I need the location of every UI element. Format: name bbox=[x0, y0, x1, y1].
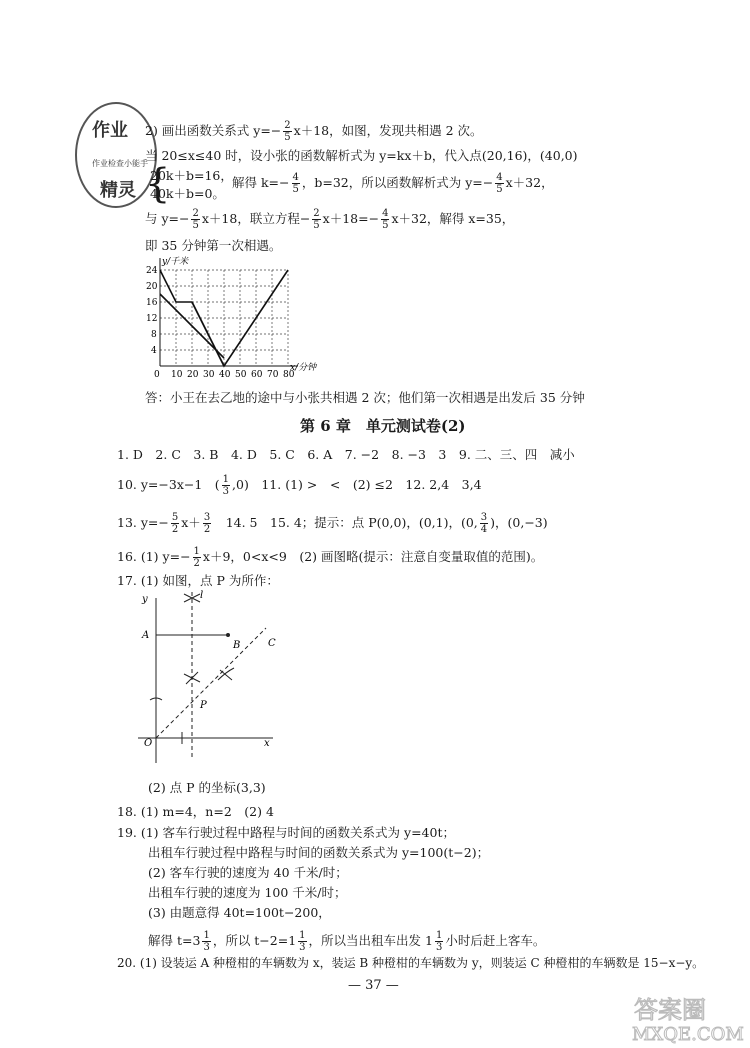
text-line: 10. y=−3x−1 ( $\frac{1}{3}$ ,0) 11. (1) > < (2) ≤2 12. 2,4 3,4 bbox=[117, 474, 482, 497]
text-line: 当 20≤x≤40 时，设小张的函数解析式为 y=kx＋b，代入点(20,16)，(40,0) bbox=[145, 148, 578, 163]
x-axis-label: x/分钟 bbox=[290, 363, 317, 373]
y-tick-label: 20 bbox=[146, 282, 158, 292]
y-axis-label: y/千米 bbox=[162, 257, 189, 267]
stamp-line1: 作业 bbox=[92, 120, 128, 141]
svg-text:A: A bbox=[142, 630, 150, 641]
svg-text:y: y bbox=[142, 594, 148, 605]
svg-text:答案圈: 答案圈 bbox=[634, 996, 706, 1024]
y-tick-label: 12 bbox=[146, 314, 158, 324]
watermark-logo bbox=[630, 992, 748, 1044]
svg-text:P: P bbox=[200, 700, 207, 711]
text-line: 与 y=− $\frac{2}{5}$ x＋18，联立方程− $\frac{2}{5}$ x＋18=− $\frac{4}{5}$ x＋32，解得 x=35， bbox=[145, 208, 515, 231]
text-line: 40k＋b=0。 bbox=[150, 186, 225, 201]
x-tick-label: 30 bbox=[203, 370, 215, 380]
x-tick-label: 50 bbox=[235, 370, 247, 380]
text-line: 解得 k=− $\frac{4}{5}$ ，b=32，所以函数解析式为 y=− $\frac{4}{5}$ x＋32， bbox=[232, 172, 554, 195]
text-line: (2) 点 P 的坐标(3,3) bbox=[148, 780, 266, 795]
construction-figure bbox=[138, 588, 278, 768]
answer-line: 答：小王在去乙地的途中与小张共相遇 2 次；他们第一次相遇是出发后 35 分钟 bbox=[145, 390, 585, 405]
distance-time-chart bbox=[138, 254, 328, 382]
text-line: 20k＋b=16， bbox=[150, 168, 233, 183]
text-line: 1. D 2. C 3. B 4. D 5. C 6. A 7. −2 8. −3 3 9. 二、三、四 减小 bbox=[117, 447, 575, 462]
svg-text:MXQE.COM: MXQE.COM bbox=[632, 1024, 744, 1044]
chapter-title: 第 6 章 单元测试卷(2) bbox=[300, 417, 466, 435]
y-tick-label: 16 bbox=[146, 298, 158, 308]
x-tick-label: 20 bbox=[187, 370, 199, 380]
x-tick-label: 10 bbox=[171, 370, 183, 380]
text-line: 16. (1) y=− $\frac{1}{2}$ x＋9，0<x<9 (2) 画图略(提示：注意自变量取值的范围)。 bbox=[117, 546, 544, 569]
text-line: 解得 t=3 $\frac{1}{3}$ ，所以 t−2=1 $\frac{1}{3}$ ，所以当出租车出发 1 $\frac{1}{3}$ 小时后赶上客车。 bbox=[148, 930, 546, 953]
svg-text:x: x bbox=[264, 738, 270, 749]
fraction: $\frac{2}{5}$ bbox=[284, 120, 291, 143]
svg-text:O: O bbox=[144, 738, 153, 749]
x-tick-label: 0 bbox=[154, 370, 160, 380]
text-line: 2) 画出函数关系式 y=− $\frac{2}{5}$ x＋18，如图，发现共相遇 2 次。 bbox=[145, 120, 483, 143]
svg-text:B: B bbox=[233, 640, 241, 651]
text-line: (3) 由题意得 40t=100t−200， bbox=[148, 905, 331, 920]
y-tick-label: 8 bbox=[151, 330, 157, 340]
svg-text:C: C bbox=[268, 638, 276, 649]
stamp-line2: 作业检查小能手 bbox=[92, 159, 148, 168]
stamp-line3: 精灵 bbox=[100, 180, 136, 201]
y-tick-label: 24 bbox=[146, 266, 158, 276]
text-line: 出租车行驶过程中路程与时间的函数关系式为 y=100(t−2)； bbox=[148, 845, 490, 860]
svg-text:l: l bbox=[200, 590, 204, 601]
text-line: 出租车行驶的速度为 100 千米/时； bbox=[148, 885, 347, 900]
x-tick-label: 60 bbox=[251, 370, 263, 380]
text-line: 即 35 分钟第一次相遇。 bbox=[145, 238, 282, 253]
text-line: 18. (1) m=4，n=2 (2) 4 bbox=[117, 804, 274, 819]
x-tick-label: 40 bbox=[219, 370, 231, 380]
text-line: 17. (1) 如图，点 P 为所作： bbox=[117, 573, 279, 588]
text-line: (2) 客车行驶的速度为 40 千米/时； bbox=[148, 865, 348, 880]
page-number: — 37 — bbox=[348, 978, 399, 993]
brace: { bbox=[145, 161, 171, 207]
text-line: 20. (1) 设装运 A 种橙柑的车辆数为 x，装运 B 种橙柑的车辆数为 y，则装运 C 种橙柑的车辆数是 15−x−y。 bbox=[117, 956, 705, 970]
y-tick-label: 4 bbox=[151, 346, 157, 356]
x-tick-label: 70 bbox=[267, 370, 279, 380]
text-line: 19. (1) 客车行驶过程中路程与时间的函数关系式为 y=40t； bbox=[117, 825, 455, 840]
text-line: 13. y=− $\frac{5}{2}$ x＋ $\frac{3}{2}$ 14. 5 15. 4；提示：点 P(0,0)，(0,1)，(0, $\frac{3}{4}$ )，(0,−3) bbox=[117, 512, 548, 535]
x-tick-label: 80 bbox=[283, 370, 295, 380]
